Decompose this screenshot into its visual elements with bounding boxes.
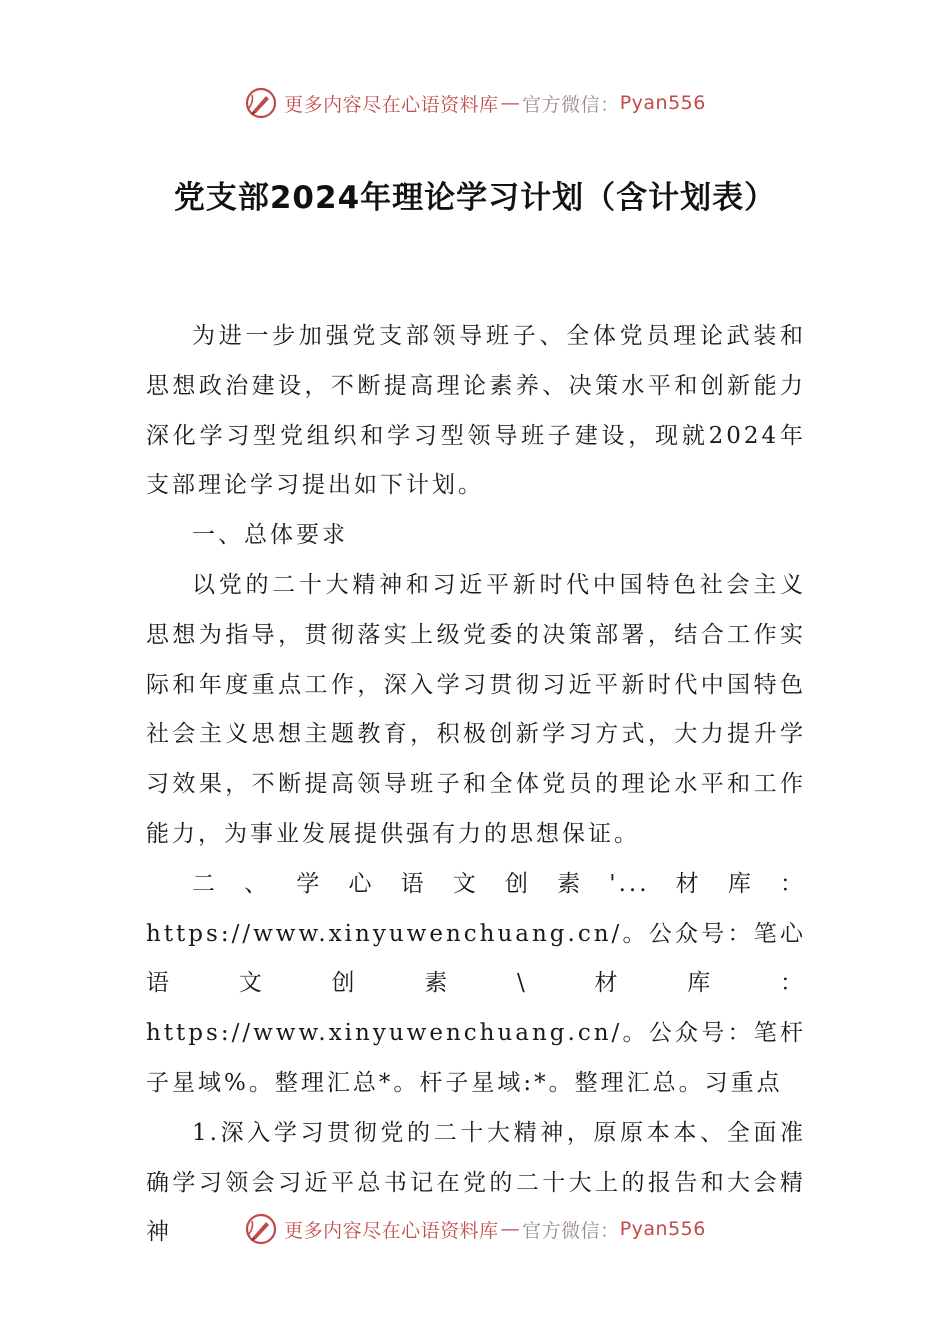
- watermark-footer: [0, 1212, 950, 1246]
- paragraph-item-1: 1.深入学习贯彻党的二十大精神，原原本本、全面准确学习领会习近平总书记在党的二十大上的报告和大会精神: [146, 1119, 806, 1246]
- watermark-dash: —: [500, 92, 521, 114]
- pen-logo-icon: [244, 86, 278, 120]
- watermark-main-text: 更多内容尽在心语资料库: [284, 93, 499, 116]
- document-body: [146, 312, 806, 1258]
- paragraph-intro: 为进一步加强党支部领导班子、全体党员理论武装和思想政治建设，不断提高理论素养、决策水平和创新能力深化学习型党组织和学习型领导班子建设，现就2024年支部理论学习提出如下计划。: [146, 323, 806, 499]
- watermark-header: [0, 86, 950, 120]
- watermark-wechat-id: Pyan556: [619, 1218, 706, 1240]
- watermark-sub-text: 官方微信：: [522, 1219, 620, 1242]
- watermark-main-text: 更多内容尽在心语资料库: [284, 1219, 499, 1242]
- watermark-wechat-id: Pyan556: [619, 92, 706, 114]
- document-title: 党支部2024年理论学习计划（含计划表）: [173, 180, 777, 216]
- paragraph-general-requirements: 以党的二十大精神和习近平新时代中国特色社会主义思想为指导，贯彻落实上级党委的决策部署，结合工作实际和年度重点工作，深入学习贯彻习近平新时代中国特色社会主义思想主题教育，积极创新学习方式，大力提升学习效果，不断提高领导班子和全体党员的理论水平和工作能力，为事业发展提供强有力的思想保证。: [146, 571, 806, 847]
- pen-logo-icon: [244, 1212, 278, 1246]
- section-heading-general-requirements: 一、总体要求: [192, 522, 348, 549]
- watermark-dash: —: [500, 1218, 521, 1240]
- watermark-sub-text: 官方微信：: [522, 93, 620, 116]
- section-heading-key-points: 二、学心语文创素'...材库：https://www.xinyuwenchuang.cn/。公众号：笔心语文创素\材库：https://www.xinyuwenchuang.cn/。公众号：笔杆子星域%。整理汇总*。杆子星域:*。整理汇总。习重点: [146, 870, 806, 1096]
